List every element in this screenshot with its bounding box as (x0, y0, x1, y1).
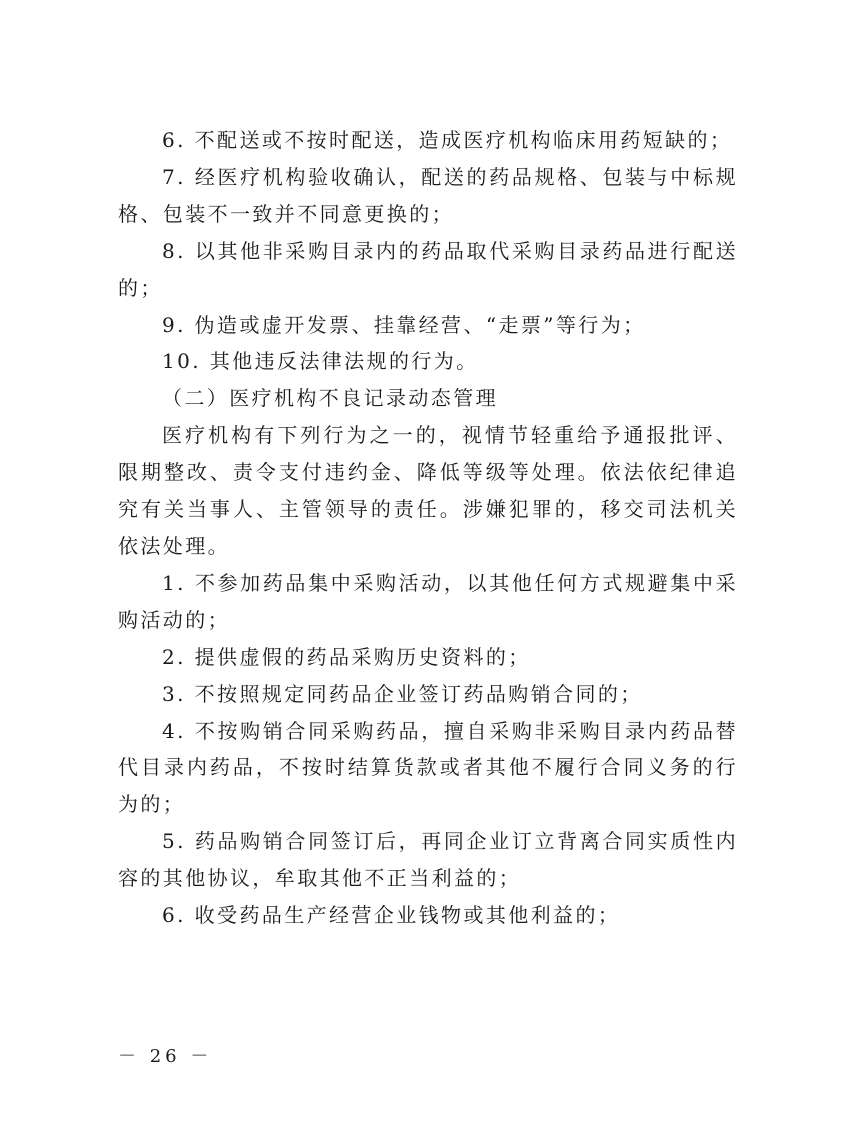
list-item: 10. 其他违反法律法规的行为。 (162, 349, 479, 374)
list-item: 7. 经医疗机构验收确认，配送的药品规格、包装与中标规格、包装不一致并不同意更换的； (118, 164, 738, 226)
list-item: 2. 提供虚假的药品采购历史资料的； (162, 644, 531, 669)
list-item: 6. 不配送或不按时配送，造成医疗机构临床用药短缺的； (162, 128, 733, 152)
list-item: 1. 不参加药品集中采购活动，以其他任何方式规避集中采购活动的； (118, 570, 738, 632)
list-item: 3. 不按照规定同药品企业签订药品购销合同的； (162, 681, 643, 706)
list-item: 4. 不按购销合同采购药品，擅自采购非采购目录内药品替代目录内药品，不按时结算货款或者其他不履行合同义务的行为的； (118, 718, 738, 817)
section-intro-paragraph: 医疗机构有下列行为之一的，视情节轻重给予通报批评、限期整改、责令支付违约金、降低等级等处理。依法依纪律追究有关当事人、主管领导的责任。涉嫌犯罪的，移交司法机关依法处理。 (118, 423, 738, 558)
page-number: － 26 － (118, 1046, 213, 1067)
list-item: 6. 收受药品生产经营企业钱物或其他利益的； (162, 903, 621, 928)
document-body (118, 122, 738, 934)
section-heading: （二）医疗机构不良记录动态管理 (162, 386, 498, 411)
list-item: 8. 以其他非采购目录内的药品取代采购目录药品进行配送的； (118, 238, 738, 300)
list-item: 5. 药品购销合同签订后，再同企业订立背离合同实质性内容的其他协议，牟取其他不正当利益的； (118, 829, 738, 891)
list-item: 9. 伪造或虚开发票、挂靠经营、“走票”等行为； (162, 312, 646, 337)
